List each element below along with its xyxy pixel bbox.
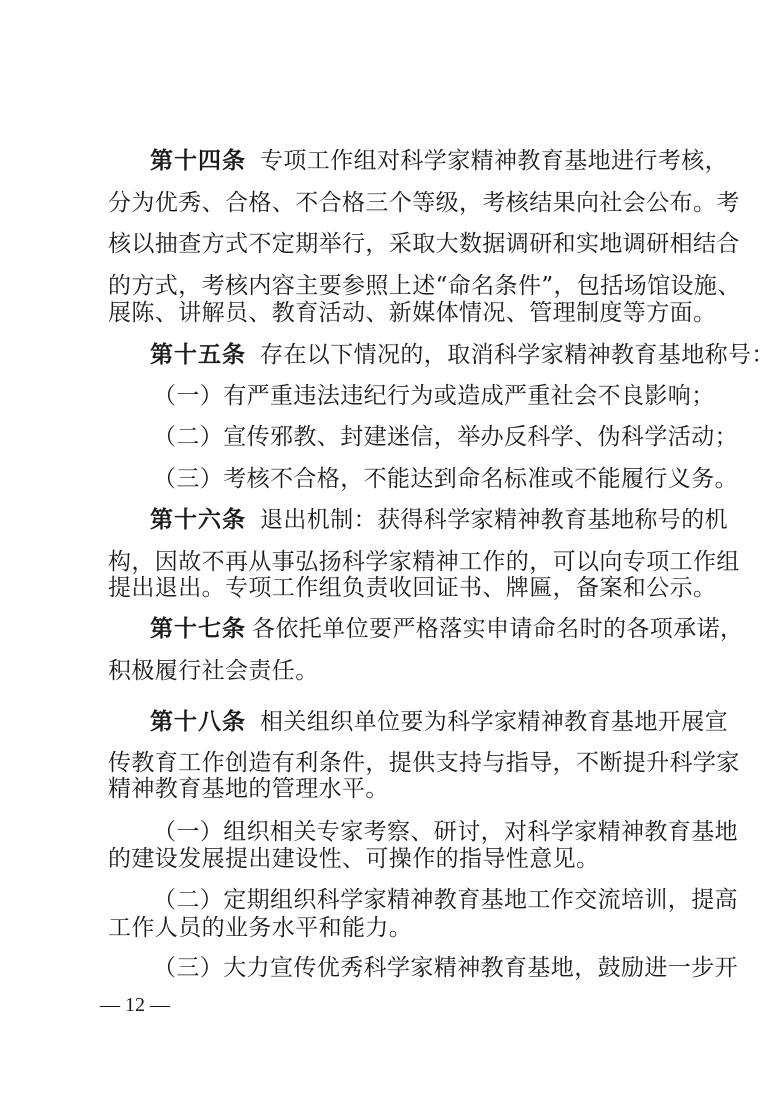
article-14-line-5: 展陈、讲解员、教育活动、新媒体情况、管理制度等方面。 [108,300,717,326]
article-18-line-2: 传教育工作创造有利条件，提供支持与指导，不断提升科学家 [108,750,740,776]
article-14-line-1 [150,146,728,176]
article-15-item-3: （三）考核不合格，不能达到命名标准或不能履行义务。 [153,466,738,492]
article-17-line-2: 积极履行社会责任。 [108,658,319,684]
article-14-line-4: 的方式，考核内容主要参照上述“命名条件”，包括场馆设施、 [108,273,741,299]
page-number: — 12 — [100,994,170,1016]
article-15-line-1 [150,340,775,370]
paragraph-text: 相关组织单位要为科学家精神教育基地开展宣 [260,709,728,735]
article-16-line-2: 构，因故不再从事弘扬科学家精神工作的，可以向专项工作组 [108,549,740,575]
article-18-item-1-line-2: 的建设发展提出建设性、可操作的指导性意见。 [108,846,600,872]
article-14-line-3: 核以抽查方式不定期举行，采取大数据调研和实地调研相结合 [108,231,740,257]
article-heading: 第十四条 [150,148,246,174]
article-14-line-2: 分为优秀、合格、不合格三个等级，考核结果向社会公布。考 [108,190,740,216]
article-heading: 第十五条 [150,342,246,368]
paragraph-text: 退出机制：获得科学家精神教育基地称号的机 [260,507,728,533]
article-18-item-1-line-1: （一）组织相关专家考察、研讨，对科学家精神教育基地 [153,819,738,845]
article-heading: 第十八条 [150,709,246,735]
article-heading: 第十六条 [150,507,246,533]
article-18-item-3-line-1: （三）大力宣传优秀科学家精神教育基地，鼓励进一步开 [153,955,738,981]
article-17-line-1 [150,614,744,644]
article-18-line-1 [150,707,728,737]
article-heading: 第十七条 [150,616,246,642]
article-15-item-2: （二）宣传邪教、封建迷信，举办反科学、伪科学活动； [153,424,738,450]
article-16-line-3: 提出退出。专项工作组负责收回证书、牌匾，备案和公示。 [108,575,717,601]
paragraph-text: 存在以下情况的，取消科学家精神教育基地称号： [260,342,775,368]
article-18-item-2-line-1: （二）定期组织科学家精神教育基地工作交流培训，提高 [153,887,738,913]
article-18-line-3: 精神教育基地的管理水平。 [108,776,389,802]
article-18-item-2-line-2: 工作人员的业务水平和能力。 [108,915,413,941]
paragraph-text: 专项工作组对科学家精神教育基地进行考核， [260,148,728,174]
paragraph-text: 各依托单位要严格落实申请命名时的各项承诺， [252,616,744,642]
article-16-line-1 [150,505,728,535]
article-15-item-1: （一）有严重违法违纪行为或造成严重社会不良影响； [153,383,715,409]
